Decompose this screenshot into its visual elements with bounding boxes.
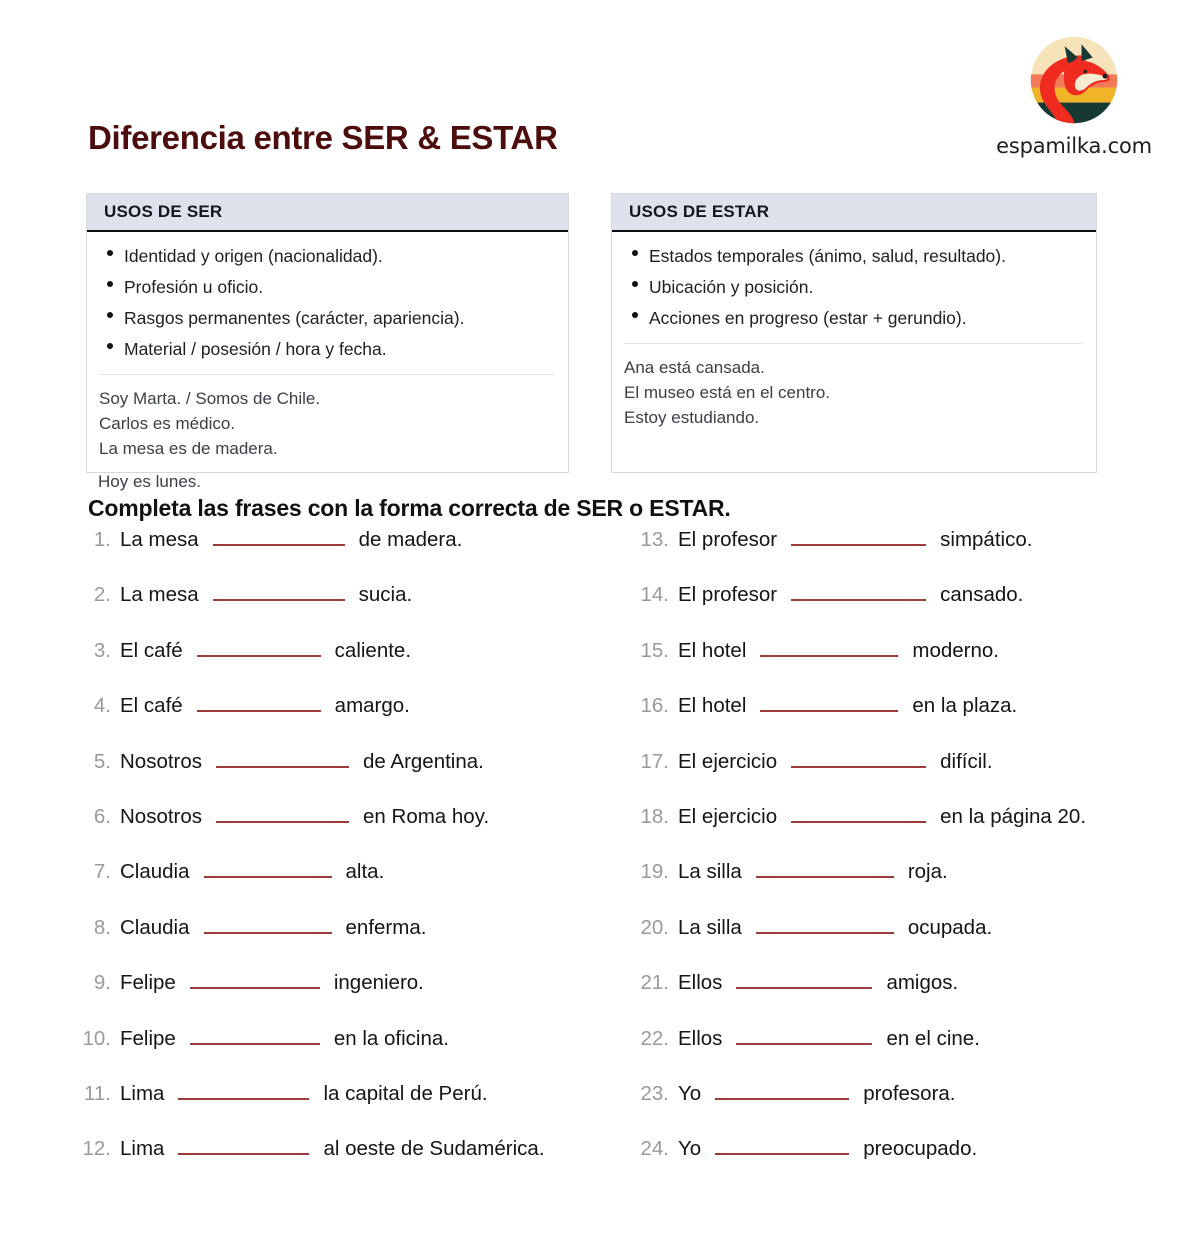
bullet-icon bbox=[107, 250, 113, 256]
bullet-icon bbox=[632, 250, 638, 256]
ser-example: Soy Marta. / Somos de Chile. bbox=[99, 389, 321, 408]
answer-blank[interactable] bbox=[736, 1027, 872, 1045]
exercise-item bbox=[636, 750, 1178, 805]
exercise-predicate: caliente. bbox=[334, 638, 412, 662]
exercise-number: 9. bbox=[93, 971, 111, 995]
answer-blank[interactable] bbox=[756, 916, 894, 934]
exercise-predicate: la capital de Perú. bbox=[323, 1081, 488, 1105]
list-item bbox=[99, 303, 554, 334]
exercise-subject: Yo bbox=[678, 1081, 702, 1105]
exercise-subject: El ejercicio bbox=[678, 749, 778, 773]
bullet-icon bbox=[632, 312, 638, 318]
ser-use-text: Profesión u oficio. bbox=[124, 277, 264, 297]
exercise-item bbox=[80, 583, 640, 638]
exercise-number: 18. bbox=[640, 804, 669, 828]
answer-blank[interactable] bbox=[791, 750, 926, 768]
exercise-subject: La mesa bbox=[120, 528, 199, 551]
exercise-subject: Felipe bbox=[120, 971, 176, 995]
exercise-predicate: roja. bbox=[907, 860, 948, 884]
exercise-item bbox=[636, 916, 1178, 971]
exercise-number: 20. bbox=[640, 915, 669, 939]
exercise-number: 14. bbox=[640, 583, 669, 607]
answer-blank[interactable] bbox=[791, 583, 926, 601]
exercise-subject: El ejercicio bbox=[678, 804, 778, 828]
exercise-item bbox=[80, 750, 640, 805]
exercise-predicate: sucia. bbox=[358, 583, 413, 607]
estar-examples bbox=[624, 343, 1082, 430]
exercise-number: 2. bbox=[93, 583, 111, 607]
logo-text: espamilka.com bbox=[996, 134, 1152, 158]
exercise-column-right bbox=[636, 528, 1178, 1193]
answer-blank[interactable] bbox=[715, 1137, 849, 1155]
exercise-predicate: en el cine. bbox=[886, 1026, 980, 1050]
exercise-subject: Claudia bbox=[120, 915, 190, 939]
exercise-predicate: al oeste de Sudamérica. bbox=[323, 1137, 545, 1161]
exercise-predicate: en la página 20. bbox=[940, 804, 1087, 828]
list-item bbox=[99, 334, 554, 365]
exercise-item bbox=[636, 1027, 1178, 1082]
answer-blank[interactable] bbox=[791, 805, 926, 823]
list-item bbox=[624, 303, 1082, 334]
usos-de-ser-body bbox=[87, 232, 568, 461]
answer-blank[interactable] bbox=[190, 971, 320, 989]
exercise-predicate: cansado. bbox=[940, 583, 1024, 607]
ser-example-overflow: Hoy es lunes. bbox=[98, 472, 201, 491]
ser-example: La mesa es de madera. bbox=[99, 439, 278, 458]
exercise-number: 1. bbox=[93, 528, 111, 551]
answer-blank[interactable] bbox=[204, 860, 332, 878]
exercise-subject: La silla bbox=[678, 860, 742, 884]
exercise-number: 19. bbox=[640, 860, 669, 884]
exercise-number: 3. bbox=[93, 638, 111, 662]
exercise-subject: Nosotros bbox=[120, 804, 203, 828]
exercise-number: 11. bbox=[84, 1081, 111, 1105]
exercise-subject: Ellos bbox=[678, 1026, 723, 1050]
answer-blank[interactable] bbox=[190, 1027, 320, 1045]
exercise-predicate: de madera. bbox=[358, 528, 463, 551]
exercise-predicate: en la plaza. bbox=[912, 694, 1018, 718]
exercise-predicate: enferma. bbox=[345, 915, 427, 939]
exercise-subject: La mesa bbox=[120, 583, 199, 607]
exercise-item bbox=[636, 583, 1178, 638]
usos-de-estar-header: USOS DE ESTAR bbox=[612, 194, 1096, 232]
exercise-predicate: alta. bbox=[345, 860, 385, 884]
bullet-icon bbox=[107, 312, 113, 318]
usos-de-ser-box bbox=[86, 193, 569, 473]
answer-blank[interactable] bbox=[760, 694, 898, 712]
exercise-predicate: profesora. bbox=[863, 1081, 956, 1105]
exercise-number: 23. bbox=[640, 1081, 669, 1105]
fox-head-badge-icon bbox=[1027, 33, 1121, 127]
exercise-subject: El café bbox=[120, 638, 183, 662]
answer-blank[interactable] bbox=[178, 1137, 309, 1155]
exercise-number: 21. bbox=[640, 971, 669, 995]
bullet-icon bbox=[107, 343, 113, 349]
estar-uses-list bbox=[624, 241, 1082, 334]
ser-use-text: Material / posesión / hora y fecha. bbox=[124, 339, 387, 359]
usos-de-estar-body bbox=[612, 232, 1096, 430]
exercise-item bbox=[80, 1082, 640, 1137]
exercise-predicate: amargo. bbox=[334, 694, 410, 718]
ser-examples bbox=[99, 374, 554, 461]
exercise-subject: Claudia bbox=[120, 860, 190, 884]
exercise-number: 5. bbox=[93, 749, 111, 773]
exercise-item bbox=[80, 805, 640, 860]
exercise-predicate: en la oficina. bbox=[333, 1026, 449, 1050]
site-logo bbox=[994, 33, 1154, 158]
exercise-number: 8. bbox=[93, 915, 111, 939]
ser-use-text: Rasgos permanentes (carácter, apariencia). bbox=[124, 308, 465, 328]
exercise-subject: El hotel bbox=[678, 638, 747, 662]
exercise-number: 7. bbox=[93, 860, 111, 884]
exercise-number: 12. bbox=[82, 1137, 111, 1161]
exercise-subject: El hotel bbox=[678, 694, 747, 718]
answer-blank[interactable] bbox=[756, 860, 894, 878]
exercise-number: 22. bbox=[640, 1026, 669, 1050]
estar-use-text: Acciones en progreso (estar + gerundio). bbox=[649, 308, 967, 328]
exercise-predicate: difícil. bbox=[940, 749, 993, 773]
exercise-item bbox=[636, 639, 1178, 694]
ser-uses-list bbox=[99, 241, 554, 365]
answer-blank[interactable] bbox=[216, 750, 349, 768]
exercise-number: 24. bbox=[640, 1137, 669, 1161]
answer-blank[interactable] bbox=[760, 639, 898, 657]
exercise-subject: El profesor bbox=[678, 583, 778, 607]
answer-blank[interactable] bbox=[213, 583, 345, 601]
exercise-instruction: Completa las frases con la forma correcta de SER o ESTAR. bbox=[88, 495, 731, 521]
estar-example: El museo está en el centro. bbox=[624, 383, 831, 402]
exercise-item bbox=[636, 1082, 1178, 1137]
exercise-item bbox=[636, 971, 1178, 1026]
exercise-subject: Lima bbox=[120, 1081, 165, 1105]
exercise-subject: La silla bbox=[678, 915, 742, 939]
exercise-item bbox=[80, 1027, 640, 1082]
usos-de-estar-box bbox=[611, 193, 1097, 473]
estar-example: Ana está cansada. bbox=[624, 358, 765, 377]
list-item bbox=[624, 272, 1082, 303]
exercise-subject: El café bbox=[120, 694, 183, 718]
exercise-column-left bbox=[80, 528, 640, 1193]
bullet-icon bbox=[632, 281, 638, 287]
estar-use-text: Estados temporales (ánimo, salud, resultado). bbox=[649, 246, 1006, 266]
exercise-number: 15. bbox=[640, 638, 669, 662]
answer-blank[interactable] bbox=[197, 694, 321, 712]
estar-use-text: Ubicación y posición. bbox=[649, 277, 814, 297]
list-item bbox=[99, 272, 554, 303]
answer-blank[interactable] bbox=[197, 639, 321, 657]
exercise-item bbox=[636, 860, 1178, 915]
exercise-number: 13. bbox=[640, 528, 669, 551]
exercise-subject: Ellos bbox=[678, 971, 723, 995]
answer-blank[interactable] bbox=[216, 805, 349, 823]
exercise-predicate: preocupado. bbox=[863, 1137, 978, 1161]
answer-blank[interactable] bbox=[791, 528, 926, 546]
exercise-item bbox=[80, 1137, 640, 1192]
exercise-predicate: en Roma hoy. bbox=[363, 804, 490, 828]
exercise-item bbox=[636, 694, 1178, 749]
exercise-item bbox=[636, 1137, 1178, 1192]
ser-use-text: Identidad y origen (nacionalidad). bbox=[124, 246, 383, 266]
exercise-subject: Yo bbox=[678, 1137, 702, 1161]
exercise-subject: Felipe bbox=[120, 1026, 176, 1050]
exercise-item bbox=[80, 860, 640, 915]
exercise-item bbox=[80, 916, 640, 971]
exercise-item bbox=[80, 639, 640, 694]
exercise-subject: El profesor bbox=[678, 528, 778, 551]
answer-blank[interactable] bbox=[204, 916, 332, 934]
exercise-predicate: moderno. bbox=[912, 638, 999, 662]
usos-de-ser-header: USOS DE SER bbox=[87, 194, 568, 232]
answer-blank[interactable] bbox=[715, 1082, 849, 1100]
ser-example: Carlos es médico. bbox=[99, 414, 236, 433]
page-title: Diferencia entre SER & ESTAR bbox=[88, 119, 558, 156]
exercise-number: 6. bbox=[93, 804, 111, 828]
usage-boxes bbox=[86, 193, 1096, 473]
exercise-item bbox=[636, 805, 1178, 860]
answer-blank[interactable] bbox=[736, 971, 872, 989]
list-item bbox=[624, 241, 1082, 272]
exercise-subject: Nosotros bbox=[120, 749, 203, 773]
exercise-number: 16. bbox=[640, 694, 669, 718]
list-item bbox=[99, 241, 554, 272]
exercise-predicate: ocupada. bbox=[907, 915, 993, 939]
answer-blank[interactable] bbox=[178, 1082, 309, 1100]
exercise-number: 4. bbox=[93, 694, 111, 718]
exercise-predicate: simpático. bbox=[940, 528, 1033, 551]
exercise-item bbox=[80, 528, 640, 583]
estar-example: Estoy estudiando. bbox=[624, 408, 760, 427]
answer-blank[interactable] bbox=[213, 528, 345, 546]
exercise-predicate: amigos. bbox=[886, 971, 959, 995]
exercise-item bbox=[636, 528, 1178, 583]
exercise-item bbox=[80, 971, 640, 1026]
exercise-item bbox=[80, 694, 640, 749]
exercise-predicate: ingeniero. bbox=[333, 971, 424, 995]
exercise-number: 10. bbox=[82, 1026, 111, 1050]
exercise-predicate: de Argentina. bbox=[363, 749, 484, 773]
bullet-icon bbox=[107, 281, 113, 287]
exercise-subject: Lima bbox=[120, 1137, 165, 1161]
exercise-number: 17. bbox=[640, 749, 669, 773]
